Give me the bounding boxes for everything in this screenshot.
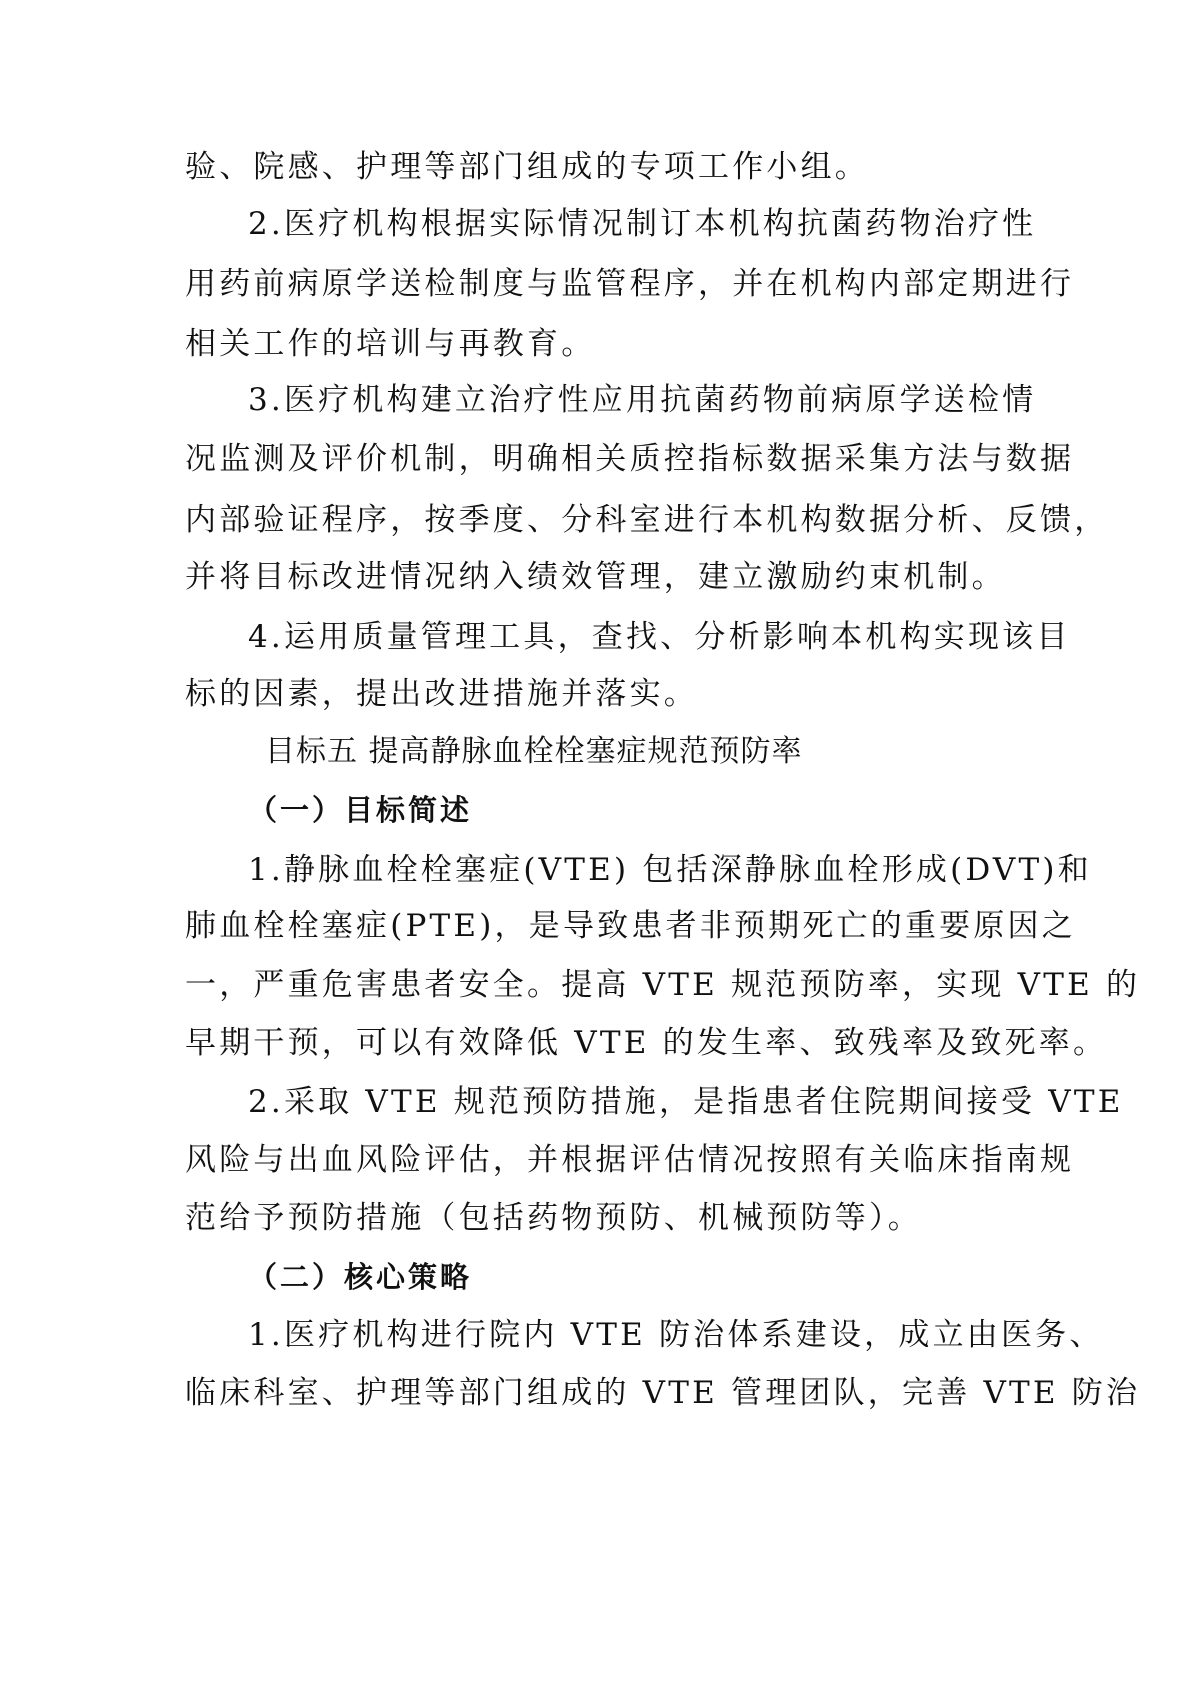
subsection-heading: （一）目标简述 xyxy=(248,793,473,827)
paragraph-line: 早期干预，可以有效降低 VTE 的发生率、致残率及致死率。 xyxy=(185,1025,1108,1061)
paragraph-line: 标的因素，提出改进措施并落实。 xyxy=(185,676,698,712)
paragraph-line: 验、院感、护理等部门组成的专项工作小组。 xyxy=(185,149,869,185)
paragraph-line: 用药前病原学送检制度与监管程序，并在机构内部定期进行 xyxy=(185,266,1075,302)
paragraph-line: 况监测及评价机制，明确相关质控指标数据采集方法与数据 xyxy=(185,441,1075,477)
paragraph-line: 肺血栓栓塞症(PTE)，是导致患者非预期死亡的重要原因之 xyxy=(185,908,1076,944)
section-heading: 目标五 提高静脉血栓栓塞症规范预防率 xyxy=(265,734,803,769)
paragraph-line: 相关工作的培训与再教育。 xyxy=(185,326,596,362)
paragraph-line: 4.运用质量管理工具，查找、分析影响本机构实现该目 xyxy=(248,619,1071,655)
paragraph-line: 一，严重危害患者安全。提高 VTE 规范预防率，实现 VTE 的 xyxy=(185,967,1141,1003)
paragraph-line: 临床科室、护理等部门组成的 VTE 管理团队，完善 VTE 防治 xyxy=(185,1375,1141,1411)
paragraph-line: 2.医疗机构根据实际情况制订本机构抗菌药物治疗性 xyxy=(248,206,1037,242)
paragraph-line: 范给予预防措施（包括药物预防、机械预防等）。 xyxy=(185,1200,922,1236)
paragraph-line: 3.医疗机构建立治疗性应用抗菌药物前病原学送检情 xyxy=(248,382,1037,418)
paragraph-line: 1.静脉血栓栓塞症(VTE) 包括深静脉血栓形成(DVT)和 xyxy=(248,852,1092,888)
paragraph-line: 2.采取 VTE 规范预防措施，是指患者住院期间接受 VTE xyxy=(248,1084,1124,1120)
paragraph-line: 内部验证程序，按季度、分科室进行本机构数据分析、反馈， xyxy=(185,502,1109,538)
subsection-heading: （二）核心策略 xyxy=(248,1260,473,1294)
paragraph-line: 1.医疗机构进行院内 VTE 防治体系建设，成立由医务、 xyxy=(248,1317,1104,1353)
paragraph-line: 风险与出血风险评估，并根据评估情况按照有关临床指南规 xyxy=(185,1142,1075,1178)
paragraph-line: 并将目标改进情况纳入绩效管理，建立激励约束机制。 xyxy=(185,559,1006,595)
